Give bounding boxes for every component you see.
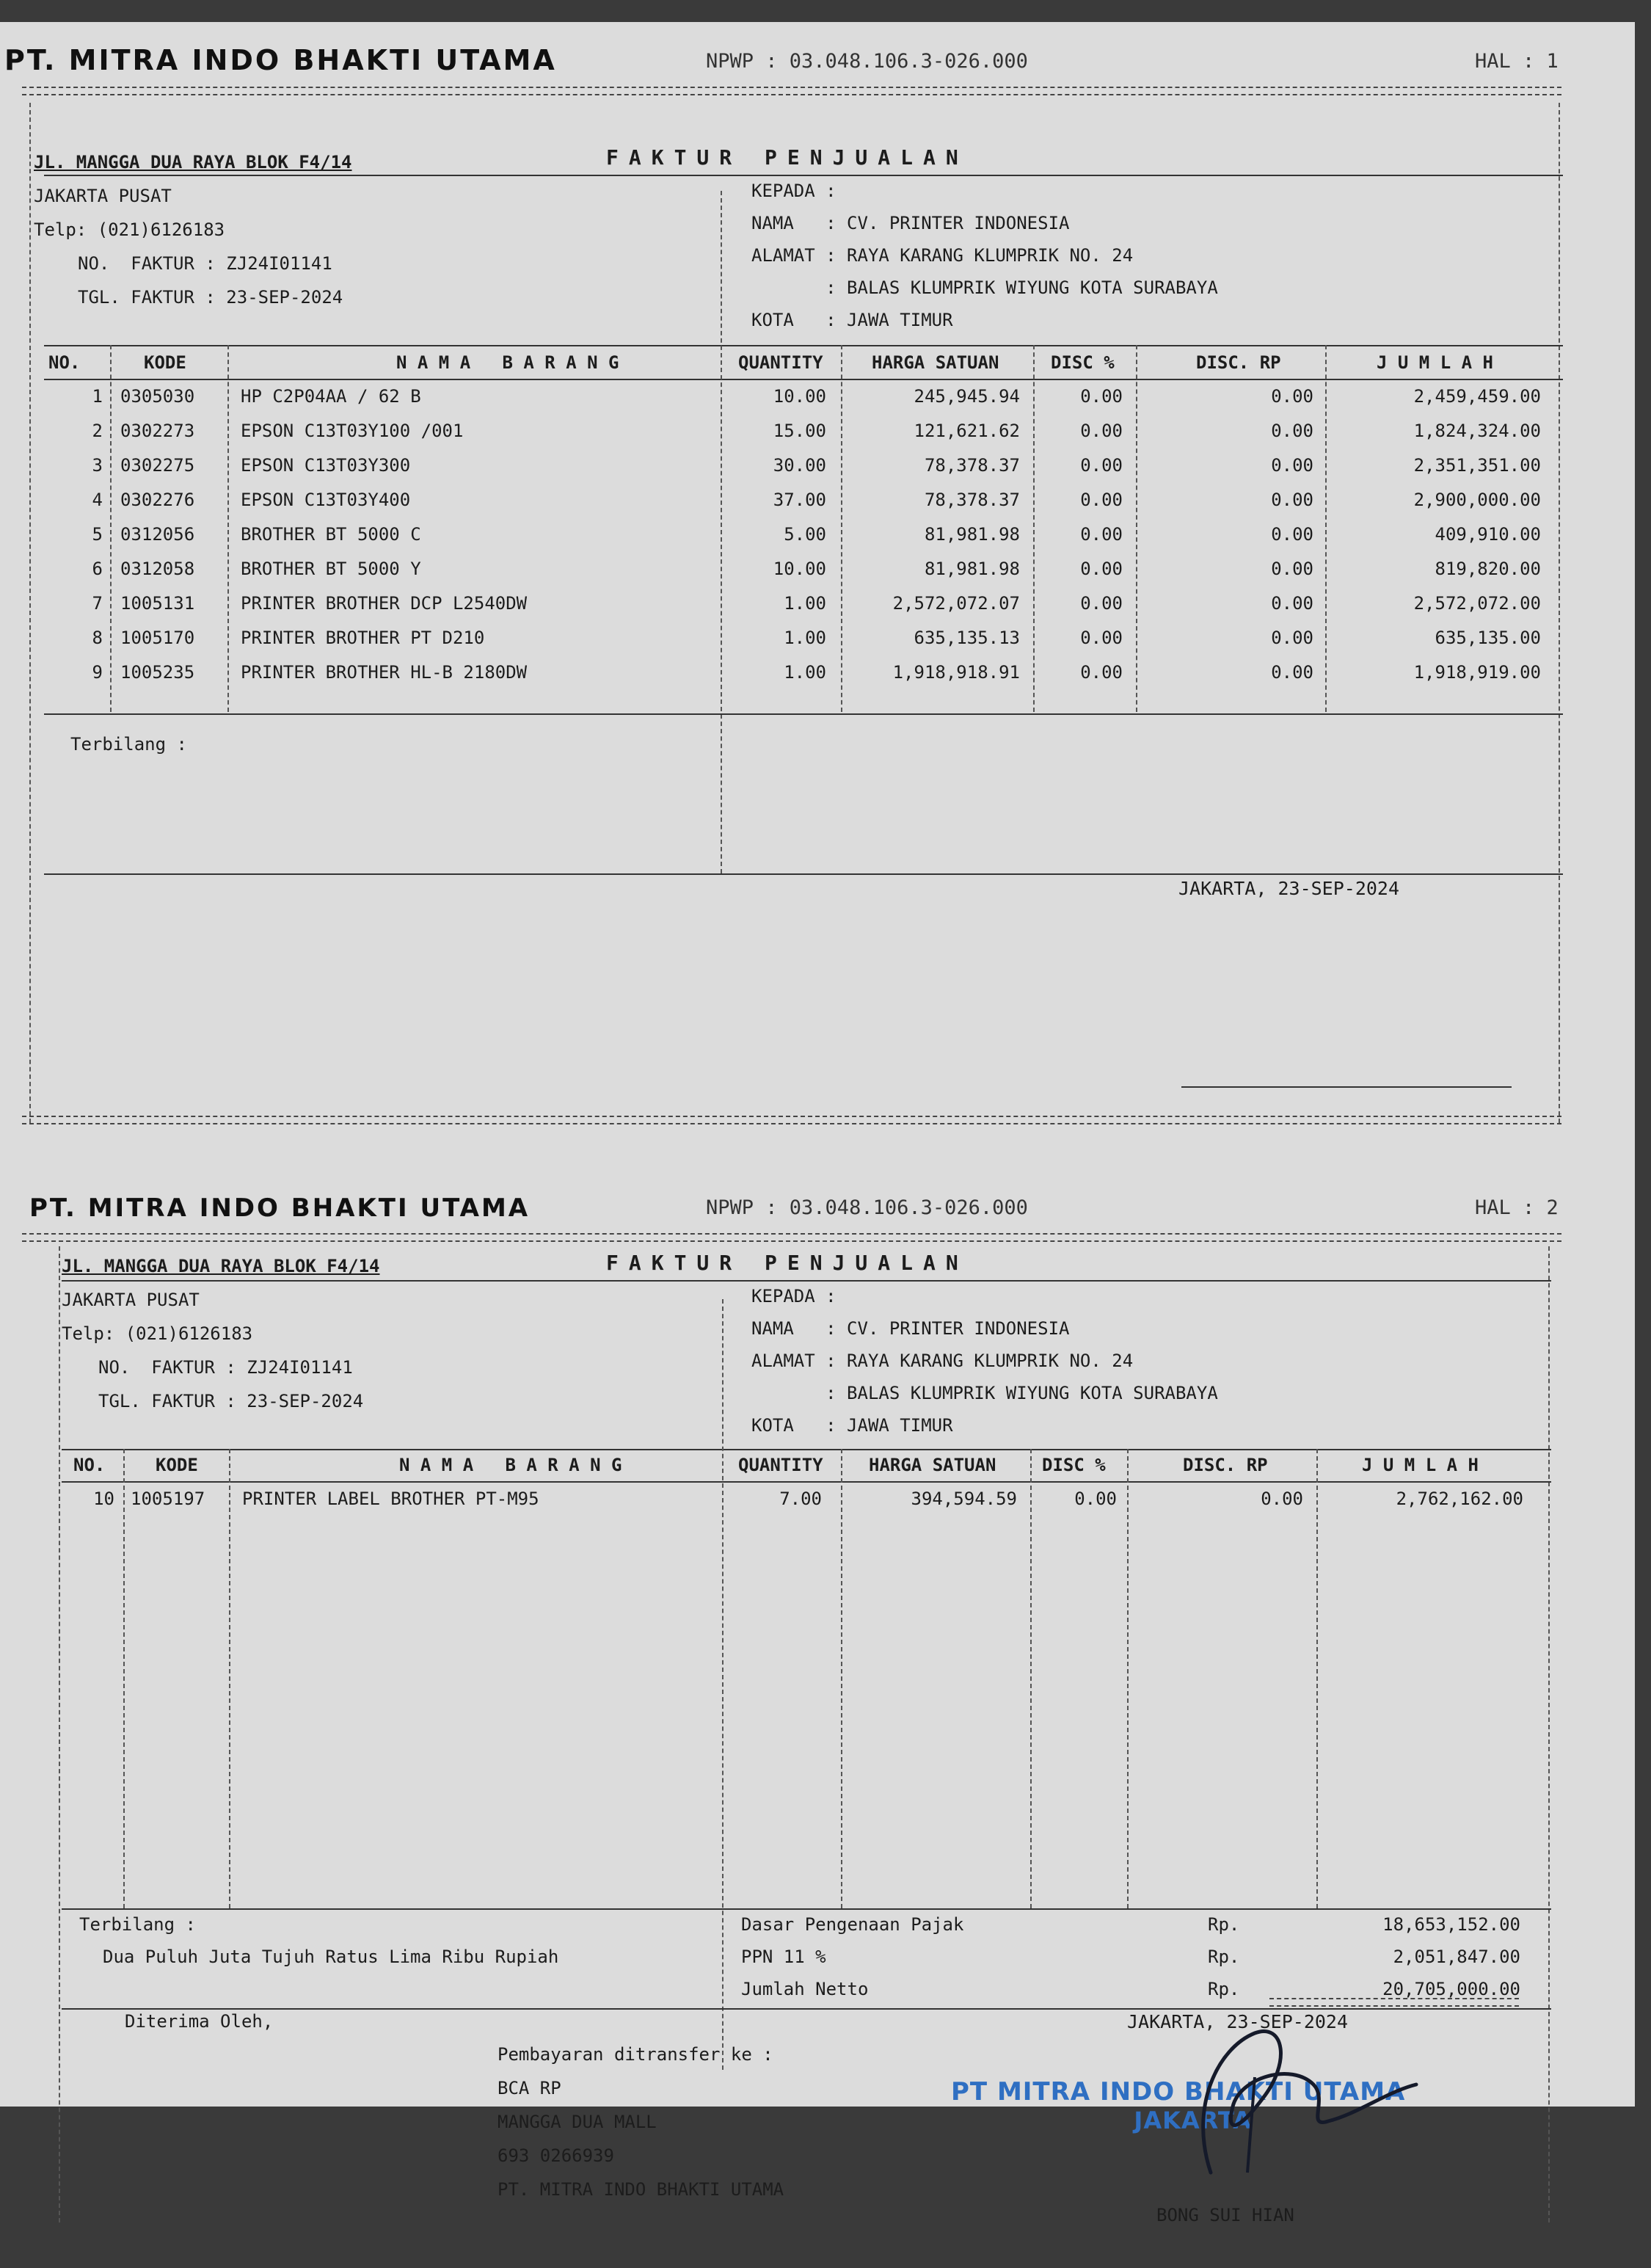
cell-qty: 1.00: [784, 593, 826, 614]
recipient-kota: KOTA : JAWA TIMUR: [751, 310, 953, 330]
cell-jumlah: 2,459,459.00: [1413, 386, 1541, 407]
col-sep: [1030, 1449, 1032, 1908]
invoice-number: NO. FAKTUR : ZJ24I01141: [78, 253, 332, 274]
cell-disc-pct: 0.00: [1080, 628, 1123, 648]
invoice-number: NO. FAKTUR : ZJ24I01141: [98, 1357, 353, 1378]
cell-qty: 5.00: [784, 524, 826, 545]
cell-harga: 78,378.37: [924, 490, 1020, 510]
received-by: Diterima Oleh,: [125, 2011, 274, 2032]
cell-harga: 2,572,072.07: [892, 593, 1020, 614]
col-sep: [1127, 1449, 1129, 1908]
ppn-label: PPN 11 %: [741, 1947, 826, 1967]
cell-no: 6: [92, 559, 103, 579]
invoice-date: TGL. FAKTUR : 23-SEP-2024: [78, 287, 343, 308]
col-sep: [110, 345, 112, 712]
company-address-line1: JL. MANGGA DUA RAYA BLOK F4/14: [34, 152, 352, 172]
col-no: NO.: [73, 1455, 106, 1475]
payment-line1: Pembayaran ditransfer ke :: [498, 2044, 773, 2065]
totals-values: [1321, 1908, 1520, 2005]
table-bottom: [44, 713, 1563, 715]
cell-qty: 10.00: [773, 386, 826, 407]
cell-qty: 15.00: [773, 421, 826, 441]
payment-info: [498, 2038, 784, 2206]
place-date: JAKARTA, 23-SEP-2024: [1178, 878, 1400, 899]
box-right-border: [1559, 103, 1560, 1123]
cell-qty: 10.00: [773, 559, 826, 579]
terbilang-label: Terbilang :: [79, 1914, 196, 1935]
cell-harga: 245,945.94: [914, 386, 1020, 407]
page-number: HAL : 1: [1475, 50, 1559, 73]
npwp: NPWP : 03.048.106.3-026.000: [706, 50, 1028, 73]
document-title: FAKTUR PENJUALAN: [606, 145, 969, 170]
recipient-kepada: KEPADA :: [751, 181, 837, 201]
cell-disc-rp: 0.00: [1271, 593, 1313, 614]
invoice-page-1: [0, 44, 1635, 1145]
cell-jumlah: 2,762,162.00: [1396, 1489, 1523, 1509]
cell-jumlah: 1,918,919.00: [1413, 662, 1541, 683]
totals-labels: [741, 1908, 963, 2005]
cell-disc-rp: 0.00: [1261, 1489, 1303, 1509]
cell-disc-rp: 0.00: [1271, 421, 1313, 441]
recipient-alamat2: : BALAS KLUMPRIK WIYUNG KOTA SURABAYA: [751, 1383, 1218, 1403]
col-sep: [841, 1449, 842, 1908]
cell-disc-pct: 0.00: [1080, 593, 1123, 614]
company-address-block: [62, 1249, 379, 1418]
col-qty: QUANTITY: [738, 352, 823, 373]
cell-no: 3: [92, 455, 103, 476]
cell-nama: EPSON C13T03Y300: [241, 455, 411, 476]
company-address-line2: JAKARTA PUSAT: [62, 1290, 200, 1310]
col-sep: [1325, 345, 1327, 712]
cell-harga: 1,918,918.91: [892, 662, 1020, 683]
col-sep: [1316, 1449, 1318, 1908]
company-name: PT. MITRA INDO BHAKTI UTAMA: [29, 1193, 531, 1223]
col-jumlah: J U M L A H: [1362, 1455, 1479, 1475]
cell-jumlah: 635,135.00: [1435, 628, 1541, 648]
cell-disc-pct: 0.00: [1080, 559, 1123, 579]
ppn-value: 2,051,847.00: [1393, 1947, 1520, 1967]
cell-no: 4: [92, 490, 103, 510]
cell-disc-rp: 0.00: [1271, 559, 1313, 579]
cell-qty: 30.00: [773, 455, 826, 476]
cell-kode: 0302275: [120, 455, 195, 476]
payment-line2: BCA RP: [498, 2078, 561, 2098]
cell-disc-rp: 0.00: [1271, 524, 1313, 545]
recipient-alamat1: ALAMAT : RAYA KARANG KLUMPRIK NO. 24: [751, 1351, 1134, 1371]
cell-nama: PRINTER BROTHER HL-B 2180DW: [241, 662, 528, 683]
cell-disc-pct: 0.00: [1080, 524, 1123, 545]
cell-kode: 0302276: [120, 490, 195, 510]
recipient-nama: NAMA : CV. PRINTER INDONESIA: [751, 213, 1070, 233]
cell-qty: 1.00: [784, 662, 826, 683]
col-harga: HARGA SATUAN: [869, 1455, 996, 1475]
cell-nama: PRINTER BROTHER PT D210: [241, 628, 485, 648]
col-sep: [1136, 345, 1137, 712]
company-name: PT. MITRA INDO BHAKTI UTAMA: [4, 44, 557, 76]
cell-jumlah: 409,910.00: [1435, 524, 1541, 545]
cell-harga: 78,378.37: [924, 455, 1020, 476]
cell-disc-rp: 0.00: [1271, 386, 1313, 407]
col-nama: N A M A B A R A N G: [399, 1455, 622, 1475]
cell-disc-pct: 0.00: [1080, 455, 1123, 476]
col-jumlah: J U M L A H: [1377, 352, 1493, 373]
cell-qty: 37.00: [773, 490, 826, 510]
cell-nama: PRINTER BROTHER DCP L2540DW: [241, 593, 528, 614]
cell-jumlah: 2,351,351.00: [1413, 455, 1541, 476]
cell-kode: 1005197: [131, 1489, 205, 1509]
invoice-date: TGL. FAKTUR : 23-SEP-2024: [98, 1391, 364, 1411]
stamp-city: JAKARTA: [1134, 2107, 1252, 2134]
cell-disc-rp: 0.00: [1271, 628, 1313, 648]
cell-disc-pct: 0.00: [1080, 490, 1123, 510]
totals-currency: [1208, 1908, 1239, 2005]
col-disc-rp: DISC. RP: [1183, 1455, 1268, 1475]
cell-qty: 7.00: [779, 1489, 822, 1509]
signature-line: [1181, 1086, 1512, 1088]
cell-disc-pct: 0.00: [1080, 421, 1123, 441]
box-right-border: [1548, 1246, 1550, 2222]
cell-nama: EPSON C13T03Y400: [241, 490, 411, 510]
cell-nama: BROTHER BT 5000 C: [241, 524, 421, 545]
currency: Rp.: [1208, 1914, 1240, 1935]
double-divider: [22, 1233, 1561, 1242]
col-disc-pct: DISC %: [1042, 1455, 1106, 1475]
cell-disc-rp: 0.00: [1271, 490, 1313, 510]
summary-bottom: [44, 873, 1563, 875]
box-left-border: [29, 103, 31, 1123]
col-sep: [227, 345, 229, 712]
netto-label: Jumlah Netto: [741, 1979, 869, 1999]
cell-jumlah: 1,824,324.00: [1413, 421, 1541, 441]
recipient-kepada: KEPADA :: [751, 1286, 837, 1306]
netto-double-underline: [1269, 1998, 1519, 2007]
table-header-bottom: [62, 1481, 1551, 1483]
cell-harga: 394,594.59: [911, 1489, 1017, 1509]
signer-name: BONG SUI HIAN: [1156, 2205, 1294, 2225]
cell-disc-rp: 0.00: [1271, 455, 1313, 476]
dpp-label: Dasar Pengenaan Pajak: [741, 1914, 964, 1935]
dpp-value: 18,653,152.00: [1382, 1914, 1520, 1935]
stamp-company: PT MITRA INDO BHAKTI UTAMA: [951, 2077, 1406, 2107]
signature-scribble-icon: [1145, 2018, 1453, 2180]
col-kode: KODE: [144, 352, 186, 373]
cell-kode: 1005131: [120, 593, 195, 614]
cell-no: 2: [92, 421, 103, 441]
cell-kode: 0312056: [120, 524, 195, 545]
cell-qty: 1.00: [784, 628, 826, 648]
terbilang-text: Dua Puluh Juta Tujuh Ratus Lima Ribu Rupiah: [103, 1947, 559, 1967]
double-divider: [22, 87, 1561, 95]
totals-bottom: [62, 2008, 1551, 2010]
recipient-nama: NAMA : CV. PRINTER INDONESIA: [751, 1318, 1070, 1339]
cell-harga: 635,135.13: [914, 628, 1020, 648]
cell-kode: 1005235: [120, 662, 195, 683]
col-kode: KODE: [156, 1455, 198, 1475]
col-sep: [841, 345, 842, 712]
col-disc-pct: DISC %: [1051, 352, 1115, 373]
company-phone: Telp: (021)6126183: [62, 1323, 253, 1344]
cell-nama: HP C2P04AA / 62 B: [241, 386, 421, 407]
col-qty: QUANTITY: [738, 1455, 823, 1475]
cell-harga: 81,981.98: [924, 559, 1020, 579]
cell-kode: 1005170: [120, 628, 195, 648]
cell-no: 9: [92, 662, 103, 683]
recipient-block: [751, 1280, 1218, 1442]
cell-jumlah: 2,900,000.00: [1413, 490, 1541, 510]
invoice-page-2: [0, 1167, 1635, 2268]
col-sep: [721, 191, 722, 873]
cell-disc-pct: 0.00: [1074, 1489, 1117, 1509]
page-number: HAL : 2: [1475, 1196, 1559, 1219]
cell-no: 10: [93, 1489, 114, 1509]
cell-kode: 0312058: [120, 559, 195, 579]
table-header-bottom: [44, 379, 1563, 380]
company-address-block: [34, 145, 351, 314]
cell-no: 7: [92, 593, 103, 614]
place-date: JAKARTA, 23-SEP-2024: [1127, 2011, 1349, 2032]
company-address-line1: JL. MANGGA DUA RAYA BLOK F4/14: [62, 1256, 380, 1276]
cell-jumlah: 819,820.00: [1435, 559, 1541, 579]
company-address-line2: JAKARTA PUSAT: [34, 186, 172, 206]
table-header-top: [62, 1449, 1551, 1450]
table-header-top: [44, 345, 1563, 346]
company-phone: Telp: (021)6126183: [34, 219, 225, 240]
box-left-border: [59, 1246, 60, 2222]
terbilang-label: Terbilang :: [70, 734, 187, 755]
col-sep: [229, 1449, 230, 1908]
col-disc-rp: DISC. RP: [1196, 352, 1281, 373]
netto-value: 20,705,000.00: [1382, 1979, 1520, 1999]
document-title: FAKTUR PENJUALAN: [606, 1251, 969, 1275]
payment-line3: MANGGA DUA MALL: [498, 2112, 657, 2132]
cell-nama: PRINTER LABEL BROTHER PT-M95: [242, 1489, 539, 1509]
cell-disc-pct: 0.00: [1080, 662, 1123, 683]
invoice-paper: [0, 22, 1635, 2225]
cell-no: 1: [92, 386, 103, 407]
payment-line5: PT. MITRA INDO BHAKTI UTAMA: [498, 2179, 784, 2200]
currency: Rp.: [1208, 1947, 1240, 1967]
col-harga: HARGA SATUAN: [872, 352, 999, 373]
cell-disc-pct: 0.00: [1080, 386, 1123, 407]
cell-kode: 0305030: [120, 386, 195, 407]
recipient-kota: KOTA : JAWA TIMUR: [751, 1415, 953, 1436]
recipient-alamat1: ALAMAT : RAYA KARANG KLUMPRIK NO. 24: [751, 245, 1134, 266]
col-nama: N A M A B A R A N G: [396, 352, 619, 373]
double-divider: [22, 1116, 1561, 1124]
cell-harga: 121,621.62: [914, 421, 1020, 441]
col-sep: [722, 1299, 724, 2070]
recipient-block: [751, 175, 1218, 336]
currency: Rp.: [1208, 1979, 1240, 1999]
cell-jumlah: 2,572,072.00: [1413, 593, 1541, 614]
npwp: NPWP : 03.048.106.3-026.000: [706, 1196, 1028, 1219]
cell-disc-rp: 0.00: [1271, 662, 1313, 683]
payment-line4: 693 0266939: [498, 2145, 614, 2166]
recipient-alamat2: : BALAS KLUMPRIK WIYUNG KOTA SURABAYA: [751, 277, 1218, 298]
cell-no: 8: [92, 628, 103, 648]
cell-nama: EPSON C13T03Y100 /001: [241, 421, 464, 441]
col-sep: [123, 1449, 125, 1908]
col-no: NO.: [48, 352, 81, 373]
cell-no: 5: [92, 524, 103, 545]
cell-kode: 0302273: [120, 421, 195, 441]
cell-harga: 81,981.98: [924, 524, 1020, 545]
cell-nama: BROTHER BT 5000 Y: [241, 559, 421, 579]
